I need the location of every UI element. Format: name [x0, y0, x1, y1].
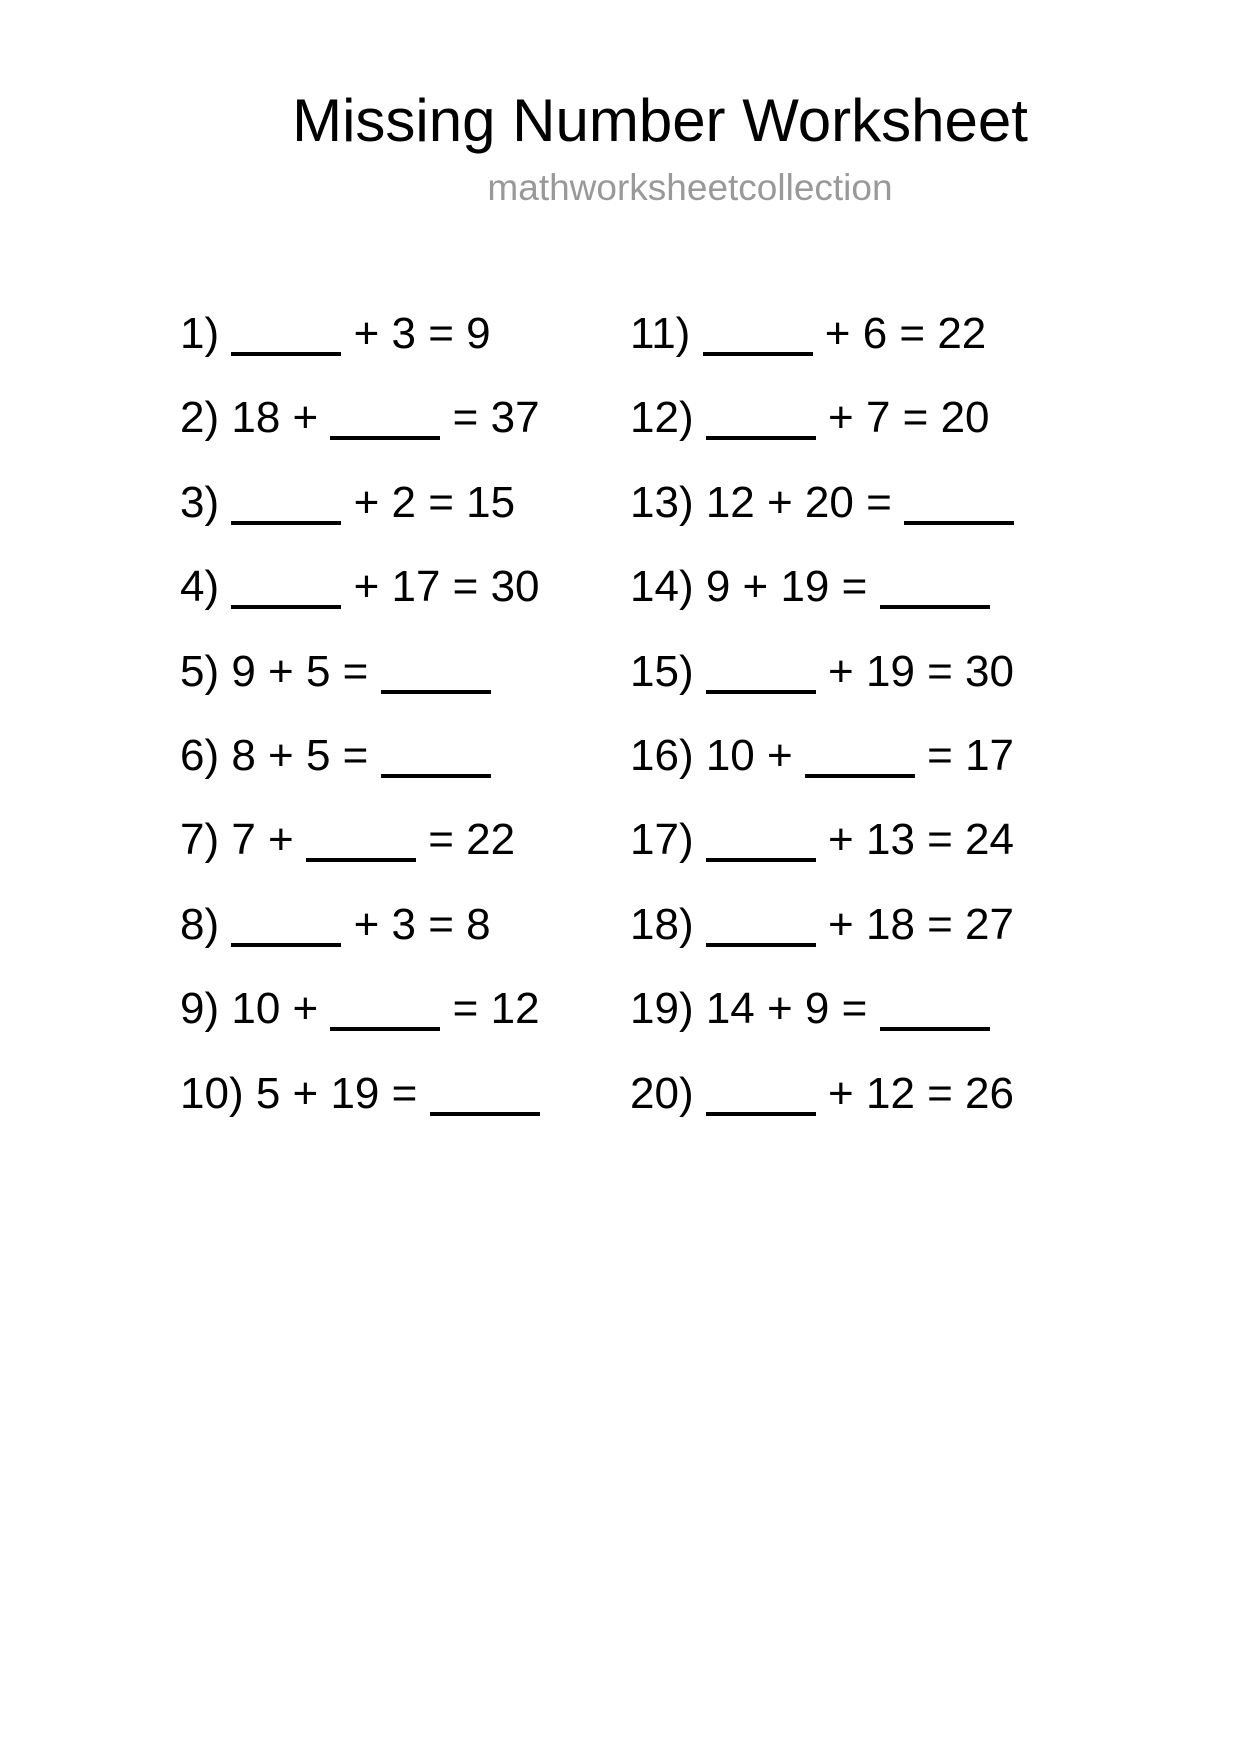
answer-blank: [706, 684, 816, 694]
problem-label: 18): [630, 899, 694, 949]
equation-text: 18 +: [231, 393, 331, 443]
problem-equation: [256, 1069, 540, 1118]
equation-text: = 22: [415, 815, 516, 865]
problem-label: 6): [180, 730, 220, 780]
problem-label: 19): [630, 984, 694, 1034]
equation-text: 10 +: [705, 730, 805, 780]
problem-label: 1): [180, 309, 220, 358]
problem-equation: [706, 562, 990, 611]
problem-equation: [706, 815, 1014, 864]
equation-text: 8 + 5 =: [231, 730, 381, 780]
problem-row: [630, 815, 1014, 902]
answer-blank: [306, 852, 416, 862]
problem-row: [180, 646, 630, 734]
equation-text: + 12 = 26: [815, 1068, 1014, 1118]
answer-blank: [706, 852, 816, 862]
equation-text: 10 +: [231, 984, 331, 1034]
problem-equation: [231, 815, 515, 864]
answer-blank: [381, 684, 491, 694]
problem-row: [630, 646, 1014, 734]
problem-row: [180, 899, 630, 987]
answer-blank: [706, 430, 816, 440]
answer-blank: [231, 346, 341, 356]
problem-row: [630, 393, 1014, 480]
answer-blank: [430, 1106, 540, 1116]
problem-row: [180, 815, 630, 902]
problem-equation: [231, 647, 490, 696]
problem-row: [180, 477, 630, 565]
problem-label: 14): [630, 562, 694, 612]
answer-blank: [706, 937, 816, 947]
problem-equation: [231, 900, 490, 949]
equation-text: 12 + 20 =: [705, 477, 904, 527]
equation-text: + 3 = 8: [341, 899, 491, 949]
problem-label: 12): [630, 393, 694, 443]
problem-label: 3): [180, 477, 220, 527]
equation-text: = 37: [440, 393, 540, 443]
problem-label: 17): [630, 815, 694, 865]
problem-equation: [706, 984, 990, 1033]
equation-text: + 6 = 22: [812, 309, 987, 358]
problem-equation: [231, 562, 539, 611]
problem-row: [630, 984, 1014, 1071]
problem-equation: [706, 731, 1014, 780]
equation-text: 5 + 19 =: [255, 1068, 430, 1118]
problem-label: 8): [180, 899, 220, 949]
problem-row: [180, 393, 630, 480]
problem-row: [630, 562, 1014, 649]
answer-blank: [805, 768, 915, 778]
problem-label: 2): [180, 393, 220, 443]
answer-blank: [231, 515, 341, 525]
problem-equation: [706, 900, 1014, 949]
problem-label: 10): [180, 1068, 244, 1118]
problem-row: [630, 730, 1015, 818]
answer-blank: [231, 599, 341, 609]
problem-label: 13): [630, 477, 694, 527]
answer-blank: [904, 515, 1014, 525]
problem-row: [180, 1068, 630, 1156]
equation-text: 9 + 5 =: [231, 646, 381, 696]
problem-equation: [231, 309, 490, 358]
problem-equation: [231, 731, 490, 780]
problem-equation: [706, 647, 1014, 696]
page-subtitle: mathworksheetcollection: [487, 167, 893, 208]
answer-blank: [706, 1106, 816, 1116]
problem-label: 11): [630, 309, 691, 358]
equation-text: + 18 = 27: [815, 899, 1014, 949]
problem-equation: [231, 478, 515, 527]
answer-blank: [231, 937, 341, 947]
equation-text: 14 + 9 =: [705, 984, 880, 1034]
problem-label: 20): [630, 1068, 694, 1118]
problem-row: [180, 730, 630, 818]
equation-text: = 17: [914, 730, 1015, 780]
equation-text: 9 + 19 =: [705, 562, 880, 612]
problem-row: [630, 477, 1014, 565]
problems-grid: [180, 309, 1015, 1156]
problem-label: 9): [180, 984, 220, 1034]
problem-row: [630, 1068, 1014, 1156]
problem-label: 15): [630, 646, 694, 696]
problem-equation: [706, 1069, 1014, 1118]
answer-blank: [381, 768, 491, 778]
equation-text: + 13 = 24: [815, 815, 1014, 865]
problem-equation: [231, 984, 539, 1033]
answer-blank: [330, 1021, 440, 1031]
problem-label: 16): [630, 730, 694, 780]
problem-equation: [706, 478, 1014, 527]
problem-label: 4): [180, 562, 220, 612]
problem-row: [630, 309, 1014, 396]
problem-equation: [703, 309, 987, 358]
answer-blank: [880, 599, 990, 609]
equation-text: + 17 = 30: [341, 562, 540, 612]
answer-blank: [703, 346, 813, 356]
equation-text: + 19 = 30: [815, 646, 1014, 696]
equation-text: + 3 = 9: [341, 309, 491, 358]
equation-text: = 12: [440, 984, 540, 1034]
equation-text: + 2 = 15: [341, 477, 516, 527]
problem-equation: [231, 393, 539, 442]
answer-blank: [330, 430, 440, 440]
problem-row: [630, 899, 1014, 987]
problem-row: [180, 562, 630, 649]
equation-text: + 7 = 20: [815, 393, 990, 443]
page-title: Missing Number Worksheet: [292, 87, 1028, 154]
problem-equation: [706, 393, 990, 442]
equation-text: 7 +: [231, 815, 306, 865]
problem-label: 5): [180, 646, 220, 696]
problem-row: [180, 309, 630, 396]
answer-blank: [880, 1021, 990, 1031]
problem-row: [180, 984, 630, 1071]
problem-label: 7): [180, 815, 220, 865]
